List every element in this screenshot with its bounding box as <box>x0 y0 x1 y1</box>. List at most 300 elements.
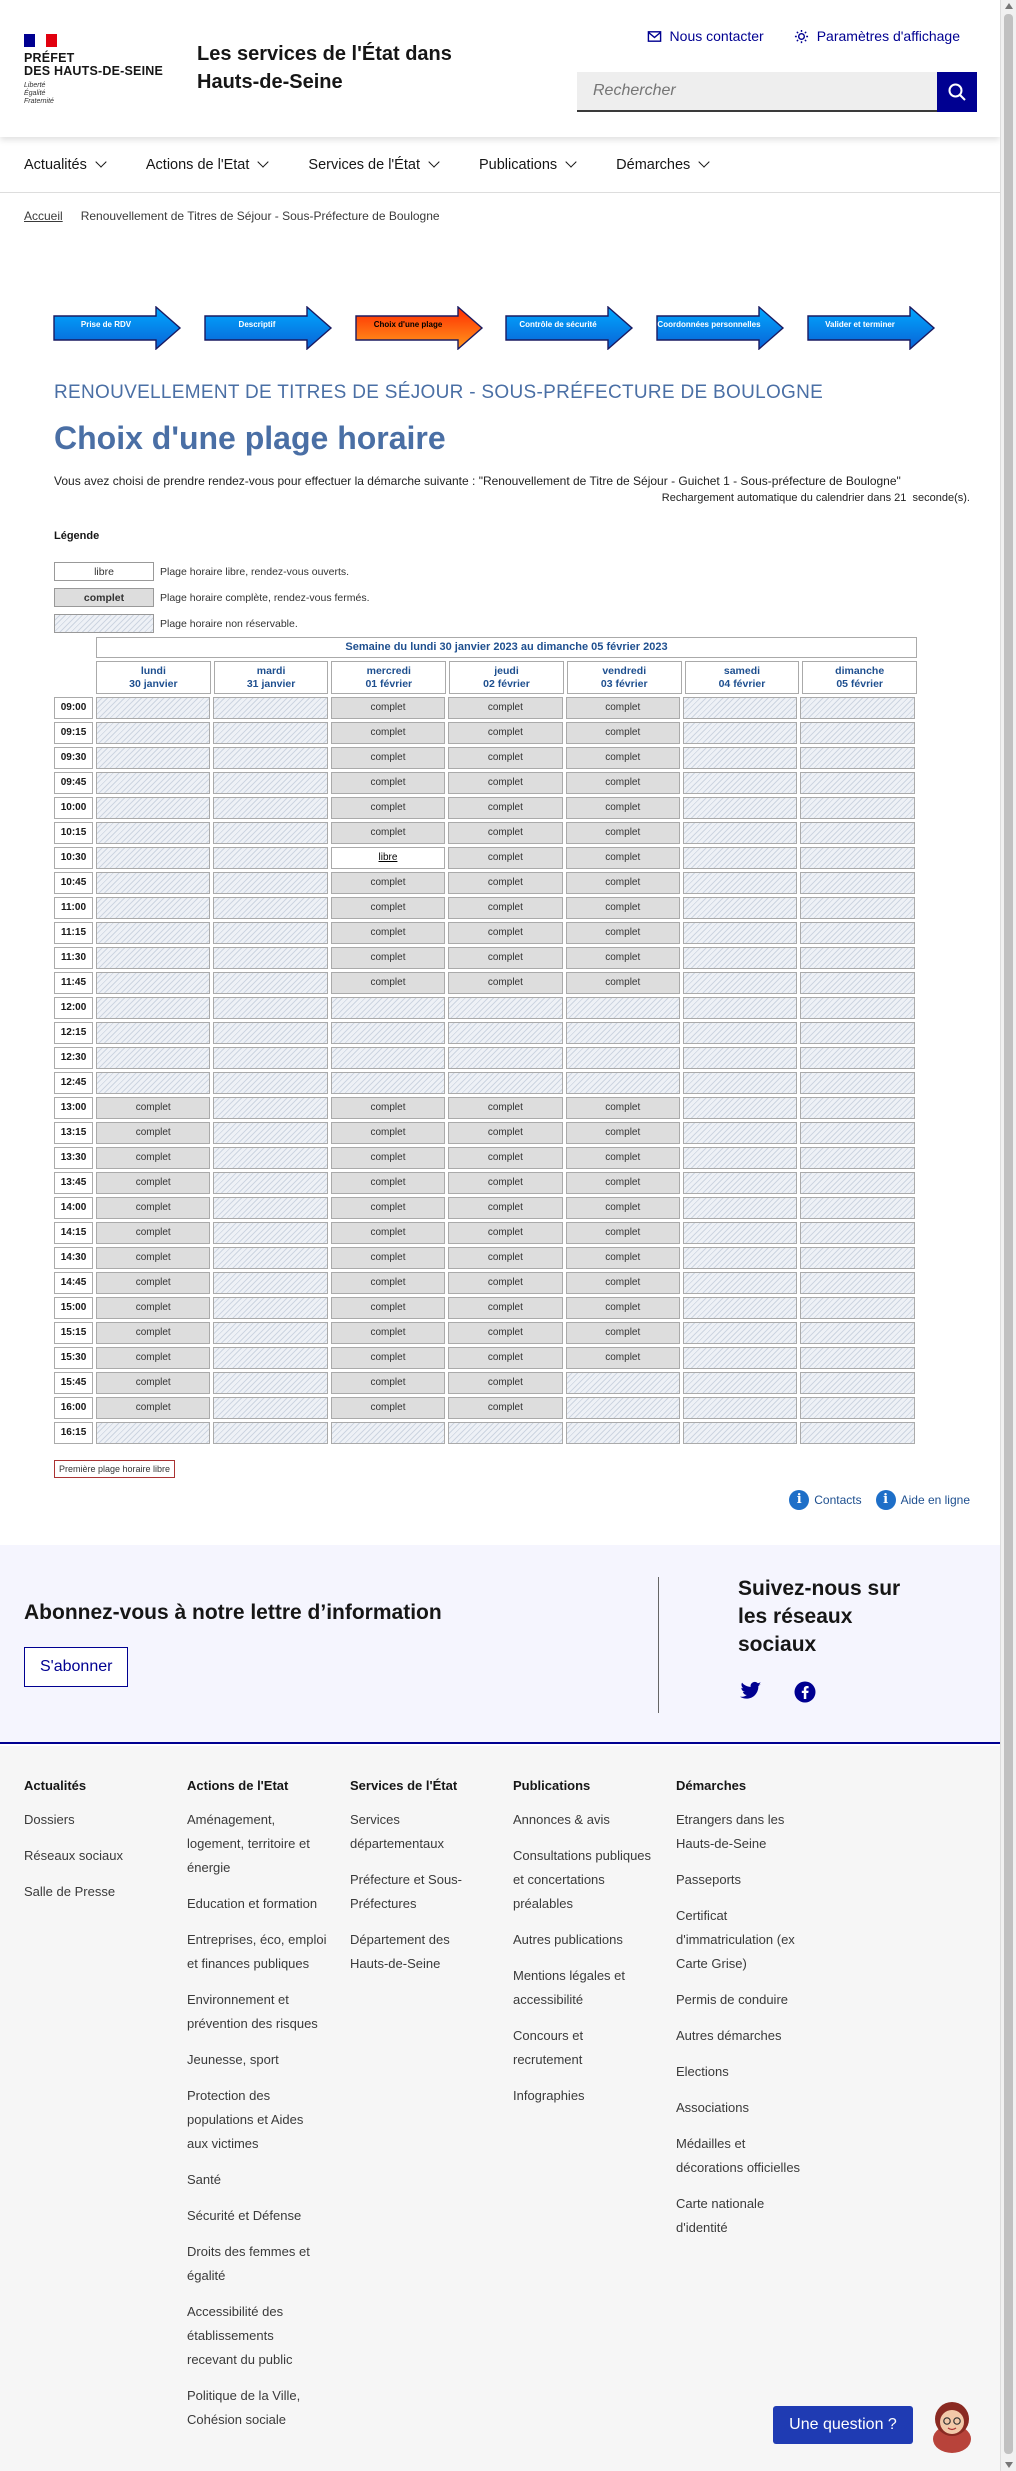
slot-unavailable <box>448 1072 562 1094</box>
legend-libre-box: libre <box>54 562 154 581</box>
slot-time: 15:30 <box>54 1347 93 1369</box>
footer <box>0 1746 1000 2471</box>
day-name: dimanche <box>835 665 885 677</box>
slot-complet: complet <box>331 947 445 969</box>
slot-row <box>54 922 917 944</box>
slot-unavailable <box>683 1097 797 1119</box>
slot-complet: complet <box>448 1247 562 1269</box>
logo-line-1: PRÉFET <box>24 51 75 65</box>
slot-unavailable <box>800 1322 914 1344</box>
footer-column <box>350 1776 490 1988</box>
slot-unavailable <box>800 1097 914 1119</box>
chevron-down-icon <box>428 156 439 167</box>
slot-unavailable <box>213 1072 327 1094</box>
day-date: 31 janvier <box>246 678 296 690</box>
slot-unavailable <box>683 1347 797 1369</box>
legend-complet-box: complet <box>54 588 154 607</box>
slot-complet: complet <box>448 747 562 769</box>
slot-unavailable <box>683 1372 797 1394</box>
slot-complet: complet <box>566 722 680 744</box>
footer-column <box>187 1776 327 2444</box>
slot-complet: complet <box>448 697 562 719</box>
slot-complet: complet <box>331 722 445 744</box>
help-links <box>789 1490 970 1510</box>
slot-complet: complet <box>448 1272 562 1294</box>
slot-unavailable <box>96 772 210 794</box>
slot-time: 09:15 <box>54 722 93 744</box>
slot-time: 15:00 <box>54 1297 93 1319</box>
slot-unavailable <box>566 1372 680 1394</box>
slot-time: 16:00 <box>54 1397 93 1419</box>
slot-unavailable <box>800 1147 914 1169</box>
motto-1: Liberté <box>24 82 46 89</box>
slot-row <box>54 1297 917 1319</box>
contact-link[interactable] <box>647 28 764 44</box>
legend-unavailable-text: Plage horaire non réservable. <box>160 617 298 630</box>
slot-unavailable <box>683 722 797 744</box>
footer-column <box>24 1776 164 1916</box>
slot-time: 12:45 <box>54 1072 93 1094</box>
slot-unavailable <box>448 997 562 1019</box>
footer-link[interactable]: Département des Hauts-de-Seine <box>350 1932 450 1971</box>
slot-unavailable <box>566 1072 680 1094</box>
slot-unavailable <box>213 722 327 744</box>
slot-complet: complet <box>96 1172 210 1194</box>
nav-label: Actualités <box>24 156 87 173</box>
question-chat-button[interactable]: Une question ? <box>773 2406 913 2444</box>
slot-complet: complet <box>331 772 445 794</box>
slot-time: 12:15 <box>54 1022 93 1044</box>
slot-unavailable <box>800 1297 914 1319</box>
slot-complet: complet <box>96 1147 210 1169</box>
nav-publications[interactable] <box>479 157 575 173</box>
slot-complet: complet <box>448 797 562 819</box>
slot-complet: complet <box>448 1197 562 1219</box>
slot-row <box>54 1222 917 1244</box>
contact-label: Nous contacter <box>669 28 764 44</box>
slot-unavailable <box>683 772 797 794</box>
scroll-up-icon[interactable] <box>1005 3 1013 9</box>
slot-unavailable <box>96 697 210 719</box>
slot-row <box>54 847 917 869</box>
scroll-down-icon[interactable] <box>1005 2462 1013 2468</box>
slot-unavailable <box>96 722 210 744</box>
slot-unavailable <box>213 947 327 969</box>
slot-unavailable <box>213 872 327 894</box>
slot-unavailable <box>331 1422 445 1444</box>
slot-complet: complet <box>566 797 680 819</box>
footer-link[interactable]: Autres publications <box>513 1932 623 1947</box>
main-nav <box>0 137 1000 193</box>
slot-time: 14:45 <box>54 1272 93 1294</box>
step-label: Descriptif <box>238 320 276 329</box>
day-date: 30 janvier <box>129 678 178 690</box>
slot-complet: complet <box>331 872 445 894</box>
nav-label: Publications <box>478 156 558 173</box>
slot-complet: complet <box>96 1297 210 1319</box>
slot-unavailable <box>96 1047 210 1069</box>
reload-seconds: 21 <box>894 492 907 504</box>
scrollbar[interactable] <box>1000 0 1016 2471</box>
slot-unavailable <box>213 1422 327 1444</box>
slot-complet: complet <box>331 1347 445 1369</box>
slot-unavailable <box>566 1397 680 1419</box>
slot-unavailable <box>213 772 327 794</box>
slot-unavailable <box>213 847 327 869</box>
nav-actualites[interactable] <box>24 157 105 173</box>
slot-unavailable <box>800 1272 914 1294</box>
day-date: 05 février <box>836 678 884 690</box>
slot-time: 10:30 <box>54 847 93 869</box>
slot-complet: complet <box>448 947 562 969</box>
slot-unavailable <box>800 1372 914 1394</box>
footer-link[interactable]: Politique de la Ville, Cohésion sociale <box>187 2388 301 2427</box>
prefecture-logo[interactable] <box>24 34 163 106</box>
slot-unavailable <box>213 797 327 819</box>
slot-unavailable <box>213 1322 327 1344</box>
slot-row <box>54 947 917 969</box>
slot-row <box>54 1072 917 1094</box>
slot-complet: complet <box>331 747 445 769</box>
slot-unavailable <box>800 697 914 719</box>
search-bar <box>577 72 977 112</box>
legend-complet <box>54 588 370 607</box>
social-title <box>738 1575 918 1659</box>
slot-unavailable <box>683 922 797 944</box>
slot-unavailable <box>683 1397 797 1419</box>
slot-row <box>54 1372 917 1394</box>
slot-time: 11:00 <box>54 897 93 919</box>
footer-link[interactable]: Elections <box>676 2064 729 2079</box>
slot-row <box>54 772 917 794</box>
legend-libre <box>54 562 349 581</box>
footer-link[interactable]: Préfecture et Sous-Préfectures <box>350 1872 462 1911</box>
chevron-down-icon <box>566 156 577 167</box>
slot-complet: complet <box>448 897 562 919</box>
footer-link[interactable]: Mentions légales et accessibilité <box>513 1968 626 2007</box>
slot-complet: complet <box>566 1172 680 1194</box>
footer-link[interactable]: Certificat d'immatriculation (ex Carte Grise) <box>676 1908 795 1971</box>
slot-unavailable <box>683 1197 797 1219</box>
slot-row <box>54 797 917 819</box>
footer-link[interactable]: Sécurité et Défense <box>187 2208 302 2223</box>
assistant-avatar[interactable] <box>928 2395 976 2453</box>
slot-unavailable <box>683 947 797 969</box>
footer-link[interactable]: Environnement et prévention des risques <box>187 1992 318 2031</box>
motto-2: Égalité <box>24 90 46 97</box>
footer-link[interactable]: Médailles et décorations officielles <box>676 2136 801 2175</box>
slot-complet: complet <box>566 772 680 794</box>
steps-bar <box>52 306 936 350</box>
step-label: Prise de RDV <box>80 320 132 329</box>
slot-unavailable <box>213 1297 327 1319</box>
slot-unavailable <box>683 972 797 994</box>
slot-complet: complet <box>331 822 445 844</box>
slot-unavailable <box>213 822 327 844</box>
slot-row <box>54 1197 917 1219</box>
slot-complet: complet <box>566 1222 680 1244</box>
search-button[interactable] <box>937 72 977 112</box>
slot-unavailable <box>213 1272 327 1294</box>
slot-unavailable <box>683 1297 797 1319</box>
slot-complet: complet <box>331 1272 445 1294</box>
slot-complet: complet <box>448 847 562 869</box>
slot-complet: complet <box>448 972 562 994</box>
slot-complet: complet <box>448 772 562 794</box>
slot-unavailable <box>683 697 797 719</box>
slot-complet: complet <box>566 1197 680 1219</box>
slot-row <box>54 747 917 769</box>
slot-complet: complet <box>331 1097 445 1119</box>
slot-row <box>54 872 917 894</box>
footer-link[interactable]: Etrangers dans les Hauts-de-Seine <box>676 1812 785 1851</box>
slot-time: 16:15 <box>54 1422 93 1444</box>
slot-complet: complet <box>96 1097 210 1119</box>
footer-link[interactable]: Entreprises, éco, emploi et finances publiques <box>187 1932 327 1971</box>
slot-unavailable <box>800 1247 914 1269</box>
day-header <box>685 661 800 694</box>
reload-prefix: Rechargement automatique du calendrier dans <box>661 492 892 504</box>
contacts-label: Contacts <box>814 1493 862 1507</box>
day-name: mardi <box>256 665 286 677</box>
calendar-grid <box>54 697 917 1447</box>
footer-link[interactable]: Concours et recrutement <box>513 2028 584 2067</box>
footer-link[interactable]: Réseaux sociaux <box>24 1848 123 1863</box>
step-label: Coordonnées personnelles <box>657 320 761 329</box>
slot-unavailable <box>213 1372 327 1394</box>
slot-complet: complet <box>331 1297 445 1319</box>
slot-complet: complet <box>96 1222 210 1244</box>
slot-complet: complet <box>331 1222 445 1244</box>
nav-label: Services de l'État <box>308 156 420 173</box>
slot-complet: complet <box>96 1197 210 1219</box>
slot-unavailable <box>800 1122 914 1144</box>
slot-unavailable <box>213 1397 327 1419</box>
slot-unavailable <box>800 1197 914 1219</box>
slot-unavailable <box>96 872 210 894</box>
slot-unavailable <box>566 1422 680 1444</box>
slot-row <box>54 997 917 1019</box>
site-title[interactable]: Les services de l'État dans Hauts-de-Seine <box>197 43 452 93</box>
footer-link[interactable]: Consultations publiques et concertations préalables <box>513 1848 652 1911</box>
slot-unavailable <box>96 1022 210 1044</box>
slot-unavailable <box>96 897 210 919</box>
slot-unavailable <box>683 1422 797 1444</box>
footer-link[interactable]: Carte nationale d'identité <box>676 2196 765 2235</box>
footer-link[interactable]: Protection des populations et Aides aux victimes <box>187 2088 304 2151</box>
slot-unavailable <box>683 847 797 869</box>
slot-complet: complet <box>448 922 562 944</box>
first-free-slot-button[interactable]: Première plage horaire libre <box>54 1460 175 1478</box>
slot-complet: complet <box>448 822 562 844</box>
slot-time: 13:15 <box>54 1122 93 1144</box>
slot-unavailable <box>800 772 914 794</box>
day-header <box>567 661 682 694</box>
slot-unavailable <box>800 997 914 1019</box>
slot-time: 14:00 <box>54 1197 93 1219</box>
slot-unavailable <box>213 1047 327 1069</box>
footer-link[interactable]: Services départementaux <box>350 1812 444 1851</box>
day-header <box>96 661 211 694</box>
legend-complet-text: Plage horaire complète, rendez-vous fermés. <box>160 591 370 604</box>
slot-row <box>54 1247 917 1269</box>
calendar-week-header: Semaine du lundi 30 janvier 2023 au dimanche 05 février 2023 <box>96 637 917 658</box>
slot-complet: complet <box>331 1372 445 1394</box>
slot-complet: complet <box>96 1272 210 1294</box>
slot-complet: complet <box>448 722 562 744</box>
breadcrumb-current: Renouvellement de Titres de Séjour - Sous-Préfecture de Boulogne <box>80 209 440 223</box>
slot-unavailable <box>566 1047 680 1069</box>
footer-link[interactable]: Education et formation <box>187 1896 318 1911</box>
info-icon: i <box>789 1490 809 1510</box>
step-label: Valider et terminer <box>825 320 895 329</box>
slot-unavailable <box>683 1122 797 1144</box>
footer-link[interactable]: Passeports <box>676 1872 742 1887</box>
slot-complet: complet <box>448 1222 562 1244</box>
slot-libre[interactable]: libre <box>331 847 445 869</box>
nav-label: Actions de l'Etat <box>145 156 250 173</box>
nav-demarches[interactable] <box>616 157 708 173</box>
contacts-link[interactable] <box>789 1490 861 1510</box>
slot-time: 12:30 <box>54 1047 93 1069</box>
day-date: 03 février <box>600 678 648 690</box>
slot-unavailable <box>448 1422 562 1444</box>
day-name: lundi <box>140 665 166 677</box>
slot-unavailable <box>213 897 327 919</box>
calendar-days <box>96 661 917 694</box>
footer-link[interactable]: Associations <box>676 2100 749 2115</box>
reload-notice <box>662 492 970 504</box>
day-date: 01 février <box>365 678 413 690</box>
slot-unavailable <box>683 1247 797 1269</box>
slot-unavailable <box>566 997 680 1019</box>
slot-complet: complet <box>331 1172 445 1194</box>
slot-unavailable <box>213 1222 327 1244</box>
footer-column-title: Démarches <box>676 1778 747 1793</box>
slot-time: 13:45 <box>54 1172 93 1194</box>
slot-unavailable <box>213 1247 327 1269</box>
slot-time: 09:30 <box>54 747 93 769</box>
footer-link[interactable]: Droits des femmes et égalité <box>187 2244 310 2283</box>
slot-complet: complet <box>566 1322 680 1344</box>
slot-unavailable <box>800 747 914 769</box>
slot-unavailable <box>683 1272 797 1294</box>
slot-unavailable <box>96 797 210 819</box>
slot-unavailable <box>566 1022 680 1044</box>
footer-link[interactable]: Annonces & avis <box>513 1812 610 1827</box>
slot-unavailable <box>213 997 327 1019</box>
newsletter-title: Abonnez-vous à notre lettre d’information <box>24 1601 442 1624</box>
footer-link[interactable]: Autres démarches <box>676 2028 782 2043</box>
slot-row <box>54 1122 917 1144</box>
slot-unavailable <box>96 922 210 944</box>
slot-unavailable <box>213 1022 327 1044</box>
chevron-down-icon <box>699 156 710 167</box>
slot-time: 10:45 <box>54 872 93 894</box>
day-name: vendredi <box>602 665 647 677</box>
slot-unavailable <box>800 797 914 819</box>
slot-complet: complet <box>566 1297 680 1319</box>
slot-row <box>54 972 917 994</box>
nav-actions[interactable] <box>146 157 268 173</box>
slot-time: 12:00 <box>54 997 93 1019</box>
footer-link[interactable]: Accessibilité des établissements recevant du public <box>187 2304 293 2367</box>
display-settings-label: Paramètres d'affichage <box>816 28 960 44</box>
slot-complet: complet <box>331 1147 445 1169</box>
footer-link[interactable]: Jeunesse, sport <box>187 2052 279 2067</box>
slot-unavailable <box>96 1072 210 1094</box>
slot-unavailable <box>331 1022 445 1044</box>
slot-complet: complet <box>331 1322 445 1344</box>
breadcrumb-home[interactable]: Accueil <box>24 209 63 223</box>
day-header <box>802 661 917 694</box>
slot-unavailable <box>800 1022 914 1044</box>
slot-time: 15:45 <box>54 1372 93 1394</box>
nav-services[interactable] <box>308 157 438 173</box>
reload-suffix: seconde(s). <box>912 492 970 504</box>
slot-complet: complet <box>331 1122 445 1144</box>
site-header <box>0 0 1000 137</box>
footer-link[interactable]: Salle de Presse <box>24 1884 116 1899</box>
online-help-link[interactable] <box>876 1490 970 1510</box>
slot-complet: complet <box>566 922 680 944</box>
legend-unavailable-box <box>54 614 154 633</box>
slot-unavailable <box>683 747 797 769</box>
slot-complet: complet <box>566 947 680 969</box>
slot-complet: complet <box>448 1347 562 1369</box>
subscribe-button[interactable]: S'abonner <box>24 1647 128 1687</box>
slot-unavailable <box>96 997 210 1019</box>
slot-complet: complet <box>566 847 680 869</box>
slot-time: 15:15 <box>54 1322 93 1344</box>
footer-link[interactable]: Infographies <box>513 2088 585 2103</box>
slot-complet: complet <box>96 1372 210 1394</box>
slot-unavailable <box>331 1072 445 1094</box>
footer-column-title: Actions de l'Etat <box>187 1778 289 1793</box>
footer-link[interactable]: Santé <box>187 2172 221 2187</box>
slot-complet: complet <box>331 1397 445 1419</box>
slot-time: 10:15 <box>54 822 93 844</box>
footer-link[interactable]: Aménagement, logement, territoire et énergie <box>187 1812 310 1875</box>
slot-unavailable <box>800 897 914 919</box>
slot-unavailable <box>683 872 797 894</box>
slot-complet: complet <box>331 697 445 719</box>
info-icon: i <box>876 1490 896 1510</box>
slot-row <box>54 1272 917 1294</box>
page-title: Choix d'une plage horaire <box>54 420 446 456</box>
slot-row <box>54 697 917 719</box>
chevron-down-icon <box>258 156 269 167</box>
slot-unavailable <box>96 947 210 969</box>
slot-row <box>54 1172 917 1194</box>
slot-unavailable <box>800 1397 914 1419</box>
slot-time: 14:15 <box>54 1222 93 1244</box>
facebook-icon[interactable] <box>794 1681 816 1703</box>
slot-time: 11:30 <box>54 947 93 969</box>
slot-unavailable <box>213 747 327 769</box>
scrollbar-thumb[interactable] <box>1004 14 1013 2454</box>
slot-unavailable <box>683 1022 797 1044</box>
step-label: Choix d'une plage <box>373 320 443 329</box>
slot-unavailable <box>683 1147 797 1169</box>
twitter-icon[interactable] <box>740 1681 762 1701</box>
slot-row <box>54 722 917 744</box>
search-input[interactable] <box>577 72 937 112</box>
display-settings-link[interactable] <box>794 28 960 44</box>
footer-link[interactable]: Dossiers <box>24 1812 75 1827</box>
footer-link[interactable]: Permis de conduire <box>676 1992 788 2007</box>
slot-unavailable <box>800 1222 914 1244</box>
